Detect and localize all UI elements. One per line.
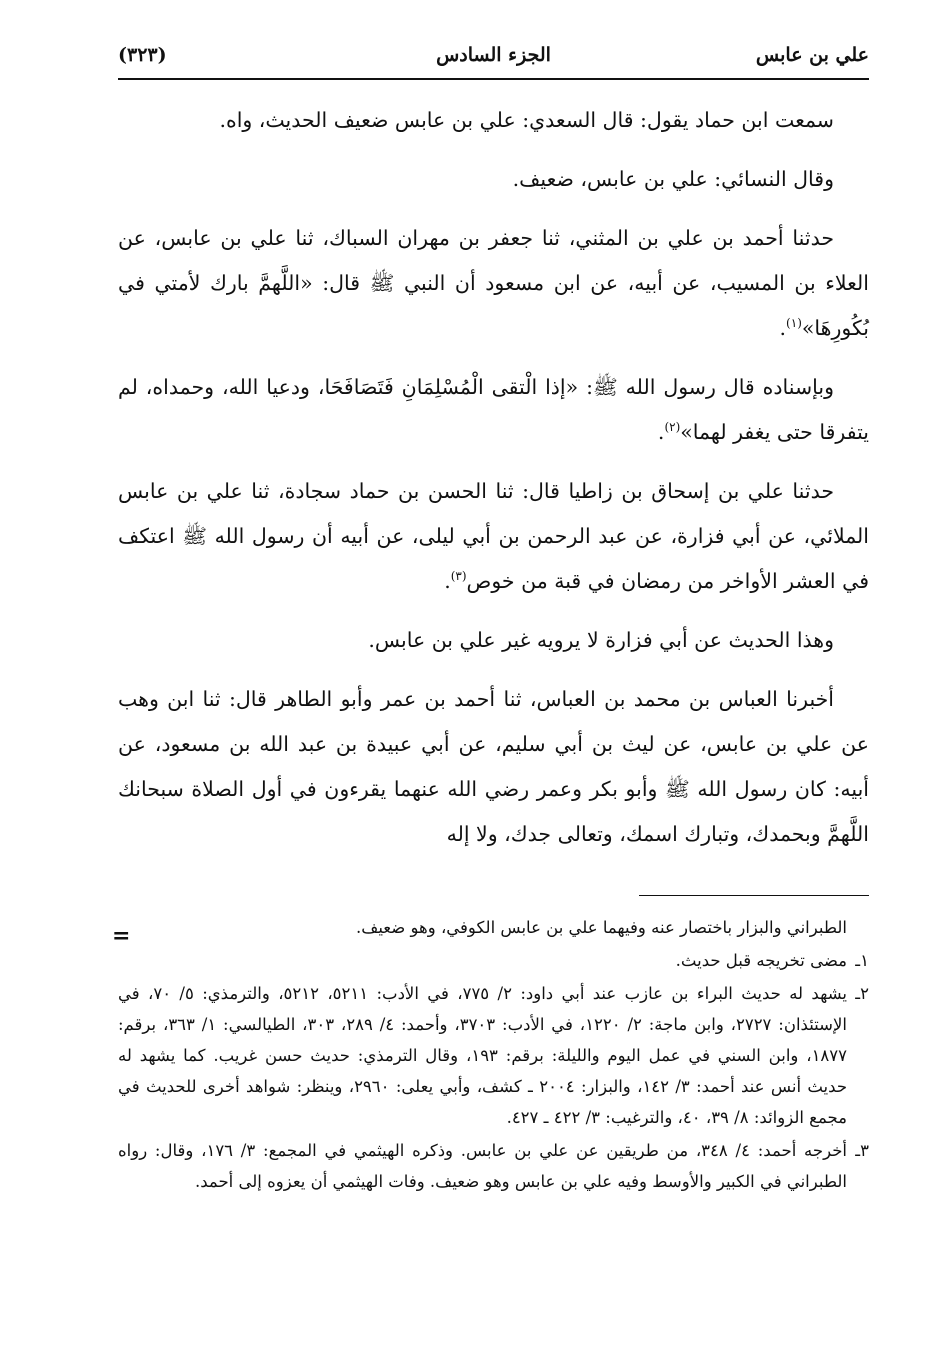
running-header — [118, 38, 869, 80]
footnote-continuation: الطبراني والبزار باختصار عنه وفيهما علي بن عابس الكوفي، وهو ضعيف. — [356, 918, 847, 937]
footnote-2-text: يشهد له حديث البراء بن عازب عند أبي داود: ٢/ ٧٧٥، في الأدب: ٥٢١١، ٥٢١٢، والترمذي: ٥/ ٧٠، في الإستئذان: ٢٧٢٧، وابن ماجة: ٢/ ١٢٢٠، في الأدب: ٣٧٠٣، وأحمد: ٤/ ٢٨٩، ٣٠٣، الطيالسي: ١/ ٣٦٣، برقم: ١٨٧٧، وابن السني في عمل اليوم والليلة: برقم: ١٩٣، وقال الترمذي: حديث حسن غريب. كما يشهد له حديث أنس عند أحمد: ٣/ ١٤٢، والبزار: ٢٠٠٤ ـ كشف، وأبي يعلى: ٢٩٦٠، وينظر: شواهد أخرى للحديث في مجمع الزوائد: ٨/ ٣٩، ٤٠، والترغيب: ٣/ ٤٢٢ ـ ٤٢٧. — [118, 984, 848, 1127]
footnote-3 — [118, 1135, 869, 1197]
footnote-1-number: ١ـ — [855, 951, 869, 970]
footnote-2 — [118, 978, 869, 1133]
continuation-marker: = — [112, 923, 131, 949]
footnote-ref-1: (١) — [786, 316, 802, 331]
paragraph-3 — [118, 216, 869, 351]
footnote-3-text: أخرجه أحمد: ٤/ ٣٤٨، من طريقين عن علي بن عابس. وذكره الهيثمي في المجمع: ٣/ ١٧٦، وقال: رواه الطبراني في الكبير والأوسط وفيه علي بن عابس وهو ضعيف. وفات الهيثمي أن يعزوه إلى أحمد. — [118, 1141, 847, 1191]
paragraph-4-end: . — [657, 420, 665, 444]
footnote-ref-3: (٣) — [450, 569, 467, 584]
paragraph-5 — [118, 469, 869, 604]
paragraph-6: وهذا الحديث عن أبي فزارة لا يرويه غير علي بن عابس. — [368, 628, 834, 652]
paragraph-4-text: وبإسناده قال رسول الله ﷺ: «إذا الْتقى الْمُسْلِمَانِ فَتَصَافَحَا، ودعيا الله، وحمداه، لم يتفرقا حتى يغفر لهما» — [118, 375, 869, 444]
header-chapter-name: علي بن عابس — [755, 44, 869, 66]
paragraph-3-end: . — [779, 316, 787, 340]
paragraph-5-end: . — [444, 569, 451, 593]
paragraph-3-text: حدثنا أحمد بن علي بن المثني، ثنا جعفر بن مهران السباك، ثنا علي بن عابس، عن العلاء بن المسيب، عن أبيه، عن ابن مسعود أن النبي ﷺ قال: «اللَّهمَّ بارك لأمتي في بُكُورِهَا» — [118, 226, 869, 340]
footnote-ref-2: (٢) — [664, 420, 681, 435]
paragraph-7: أخبرنا العباس بن محمد بن العباس، ثنا أحمد بن عمر وأبو الطاهر قال: ثنا ابن وهب عن علي بن عابس، عن ليث بن أبي سليم، عن أبي عبيدة بن عبد الله بن مسعود، عن أبيه: كان رسول الله ﷺ وأبو بكر وعمر رضي الله عنهما يقرءون في أول الصلاة سبحانك اللَّهمَّ وبحمدك، وتبارك اسمك، وتعالى جدك، ولا إله — [118, 687, 869, 846]
header-volume-title: الجزء السادس — [436, 44, 551, 66]
footnote-divider — [639, 895, 869, 896]
page-number: (٣٢٣) — [118, 44, 167, 66]
footnotes — [112, 895, 870, 1197]
paragraph-4 — [118, 365, 869, 455]
paragraph-5-text: حدثنا علي بن إسحاق بن زاطيا قال: ثنا الحسن بن حماد سجادة، ثنا علي بن عابس الملائي، عن أبي فزارة، عن عبد الرحمن بن أبي ليلى، عن أبيه أن رسول الله ﷺ اعتكف في العشر الأواخر من رمضان في قبة من خوص — [118, 479, 869, 593]
main-text — [118, 98, 869, 857]
footnote-1-text: مضى تخريجه قبل حديث. — [675, 951, 847, 970]
paragraph-2: وقال النسائي: علي بن عابس، ضعيف. — [512, 167, 834, 191]
footnote-3-number: ٣ـ — [855, 1141, 869, 1160]
footnote-2-number: ٢ـ — [855, 984, 870, 1003]
footnote-1 — [118, 945, 869, 976]
paragraph-1: سمعت ابن حماد يقول: قال السعدي: علي بن عابس ضعيف الحديث، واه. — [219, 108, 834, 132]
